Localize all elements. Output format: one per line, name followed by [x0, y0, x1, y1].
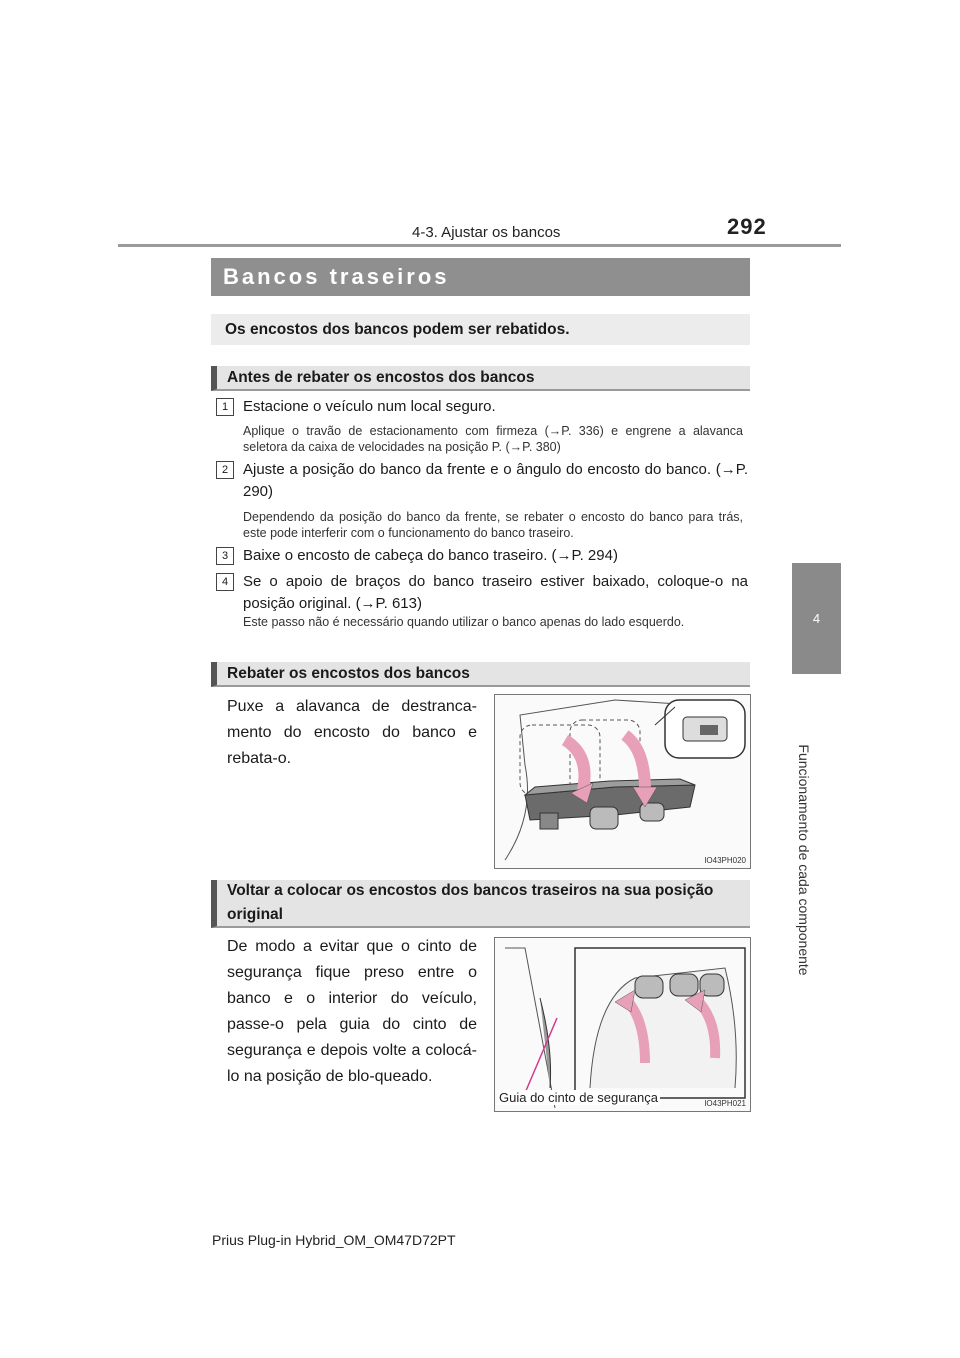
chapter-label-text: Funcionamento de cada componente [796, 744, 812, 976]
return-instructions: De modo a evitar que o cinto de segurança fique preso entre o banco e o interior do veículo, passe-o pela guia do cinto de segurança e depois volte a colocá-lo na posição de blo-queado. [227, 938, 477, 1085]
subheading-return: Voltar a colocar os encostos dos bancos traseiros na sua posição original [211, 880, 750, 928]
step-number-1: 1 [216, 398, 234, 416]
step-number-4: 4 [216, 573, 234, 591]
page-title: Bancos traseiros [211, 258, 750, 296]
footer-model: Prius Plug-in Hybrid_OM_OM47D72PT [212, 1232, 456, 1248]
step-3-text: Baixe o encosto de cabeça do banco traseiro. (→P. 294) [243, 547, 618, 564]
header-rule [118, 244, 841, 247]
step-2-note: Dependendo da posição do banco da frente, se rebater o encosto do banco para trás, este pode interferir com o funcionamento do banco traseiro. [243, 510, 743, 540]
section-title: 4-3. Ajustar os bancos [412, 224, 561, 241]
step-1-note: Aplique o travão de estacionamento com firmeza (→P. 336) e engrene a alavanca seletora da caixa de velocidades na posição P. (→P. 380) [243, 424, 743, 454]
subheading-fold: Rebater os encostos dos bancos [211, 662, 750, 687]
fold-seats-illustration [495, 695, 750, 868]
step-number-2: 2 [216, 461, 234, 479]
step-1-text: Estacione o veículo num local seguro. [243, 398, 496, 415]
step-number-3: 3 [216, 547, 234, 565]
subheading-before: Antes de rebater os encostos dos bancos [211, 366, 750, 391]
figure-code-2: IO43PH021 [704, 1099, 746, 1108]
return-seats-illustration [495, 938, 750, 1111]
page-number: 292 [727, 214, 767, 239]
seatbelt-guide-label: Guia do cinto de segurança [499, 1090, 658, 1105]
step-4-text: Se o apoio de braços do banco traseiro estiver baixado, coloque-o na posição original. (→P. 613) [243, 573, 748, 612]
figure-fold-seats [494, 694, 751, 869]
figure-return-seats [494, 937, 751, 1112]
intro-box: Os encostos dos bancos podem ser rebatidos. [211, 314, 750, 345]
fold-instructions: Puxe a alavanca de destranca-mento do encosto do banco e rebata-o. [227, 698, 477, 767]
step-4-note: Este passo não é necessário quando utilizar o banco apenas do lado esquerdo. [243, 615, 685, 629]
figure-code-1: IO43PH020 [704, 856, 746, 865]
step-2-text: Ajuste a posição do banco da frente e o ângulo do encosto do banco. (→P. 290) [243, 461, 748, 500]
chapter-tab: 4 [792, 563, 841, 674]
